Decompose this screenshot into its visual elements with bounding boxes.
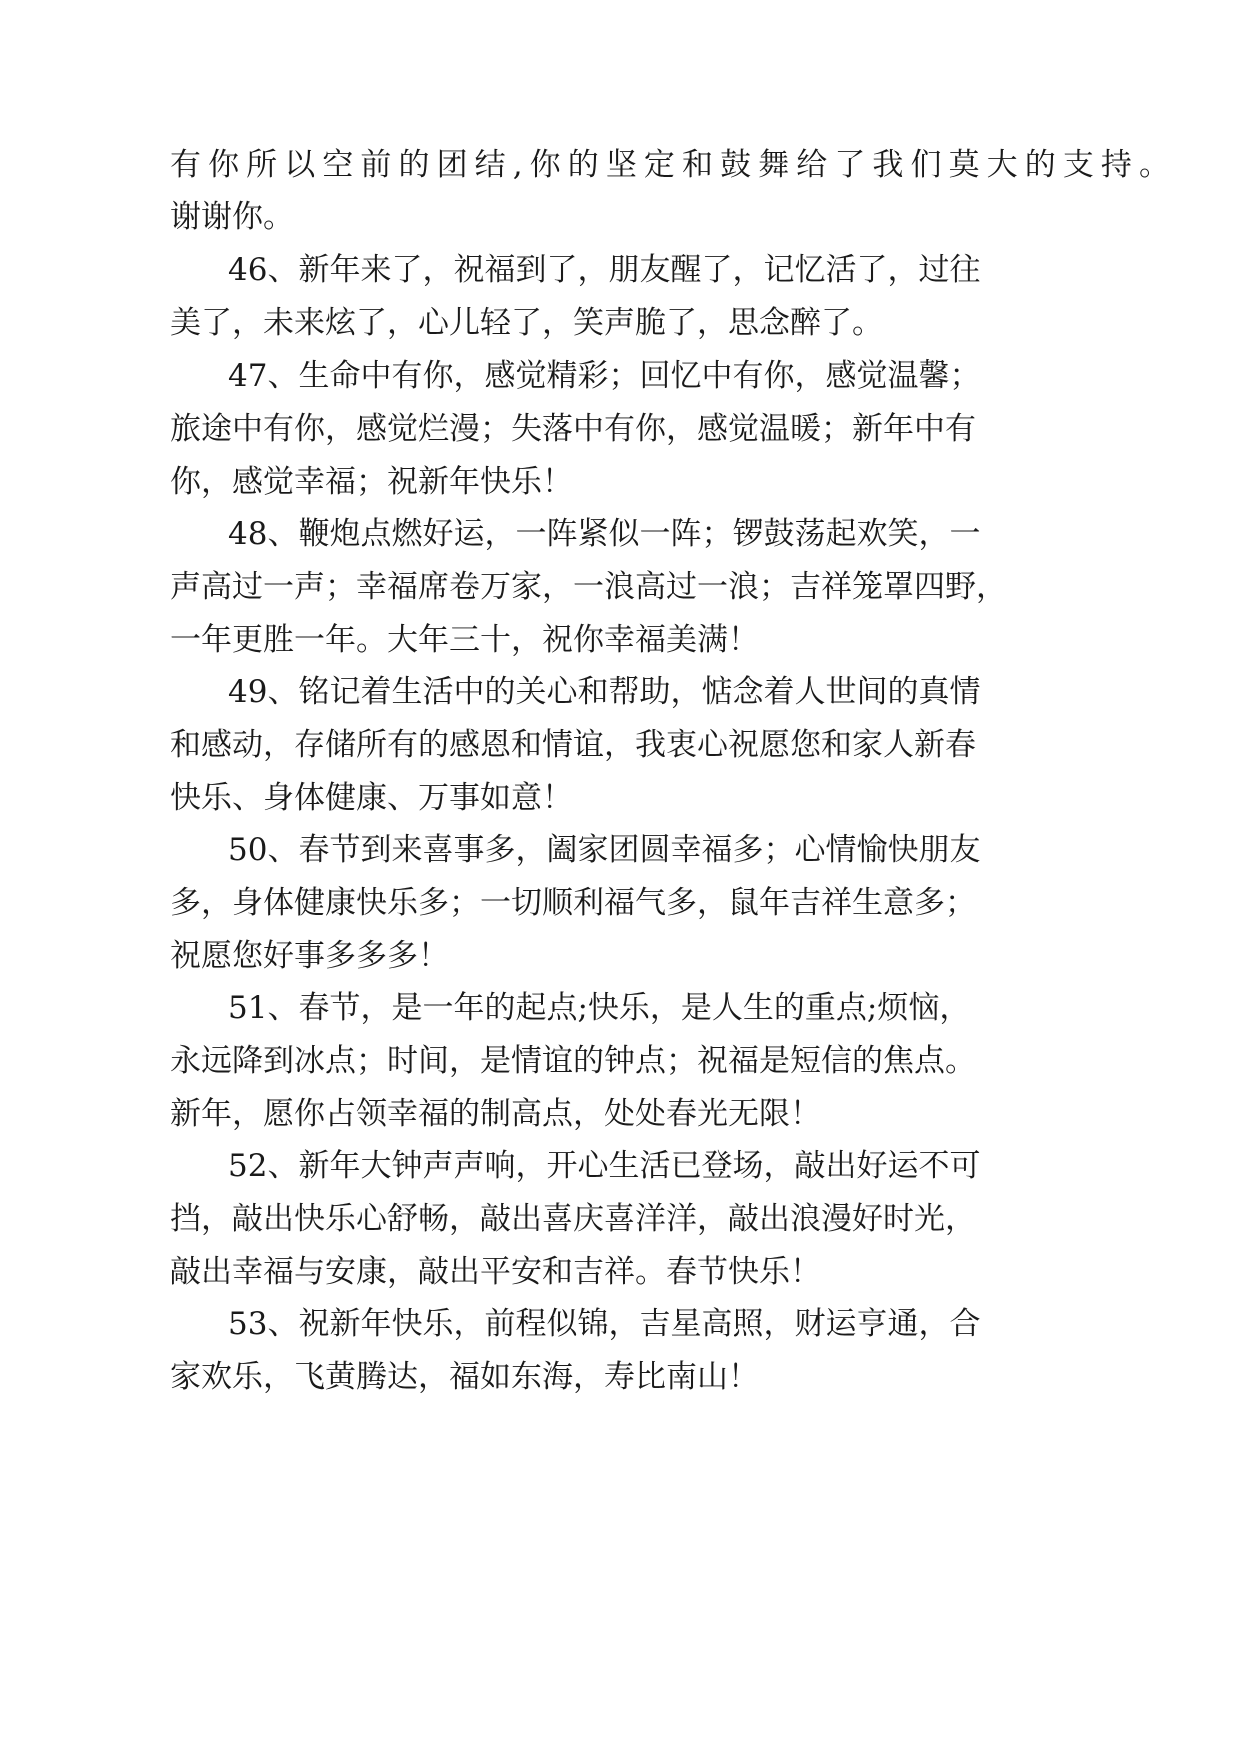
paragraph-line: 美了，未来炫了，心儿轻了，笑声脆了，思念醉了。 — [170, 305, 883, 341]
paragraph-line: 旅途中有你，感觉烂漫；失落中有你，感觉温暖；新年中有 — [170, 411, 976, 447]
paragraph-line: 新年，愿你占领幸福的制高点，处处春光无限！ — [170, 1096, 821, 1132]
paragraph-line: 46、新年来了，祝福到了，朋友醒了，记忆活了，过往 — [228, 252, 981, 288]
paragraph-line: 谢谢你。 — [170, 199, 294, 235]
paragraph-line: 声高过一声；幸福席卷万家，一浪高过一浪；吉祥笼罩四野， — [170, 569, 1007, 605]
paragraph-line: 多，身体健康快乐多；一切顺利福气多，鼠年吉祥生意多； — [170, 885, 976, 921]
paragraph-line: 挡，敲出快乐心舒畅，敲出喜庆喜洋洋，敲出浪漫好时光， — [170, 1201, 976, 1237]
paragraph-line: 家欢乐，飞黄腾达，福如东海，寿比南山！ — [170, 1359, 759, 1395]
paragraph-line: 52、新年大钟声声响，开心生活已登场，敲出好运不可 — [228, 1148, 981, 1184]
paragraph-line: 和感动，存储所有的感恩和情谊，我衷心祝愿您和家人新春 — [170, 727, 976, 763]
paragraph-line: 50、春节到来喜事多，阖家团圆幸福多；心情愉快朋友 — [228, 832, 981, 868]
paragraph-line: 53、祝新年快乐，前程似锦，吉星高照，财运亨通，合 — [228, 1306, 981, 1342]
paragraph-line: 永远降到冰点；时间，是情谊的钟点；祝福是短信的焦点。 — [170, 1043, 976, 1079]
paragraph-line: 47、生命中有你，感觉精彩；回忆中有你，感觉温馨； — [228, 358, 981, 394]
paragraph-line: 你，感觉幸福；祝新年快乐！ — [170, 464, 573, 500]
paragraph-line: 49、铭记着生活中的关心和帮助，惦念着人世间的真情 — [228, 674, 981, 710]
paragraph-line: 48、鞭炮点燃好运，一阵紧似一阵；锣鼓荡起欢笑，一 — [228, 516, 981, 552]
paragraph-line: 有你所以空前的团结,你的坚定和鼓舞给了我们莫大的支持。 — [170, 147, 1170, 183]
paragraph-line: 祝愿您好事多多多！ — [170, 938, 449, 974]
paragraph-line: 一年更胜一年。大年三十，祝你幸福美满！ — [170, 622, 759, 658]
paragraph-line: 51、春节，是一年的起点;快乐，是人生的重点;烦恼， — [228, 990, 971, 1026]
paragraph-line: 快乐、身体健康、万事如意！ — [170, 780, 573, 816]
paragraph-line: 敲出幸福与安康，敲出平安和吉祥。春节快乐！ — [170, 1254, 821, 1290]
